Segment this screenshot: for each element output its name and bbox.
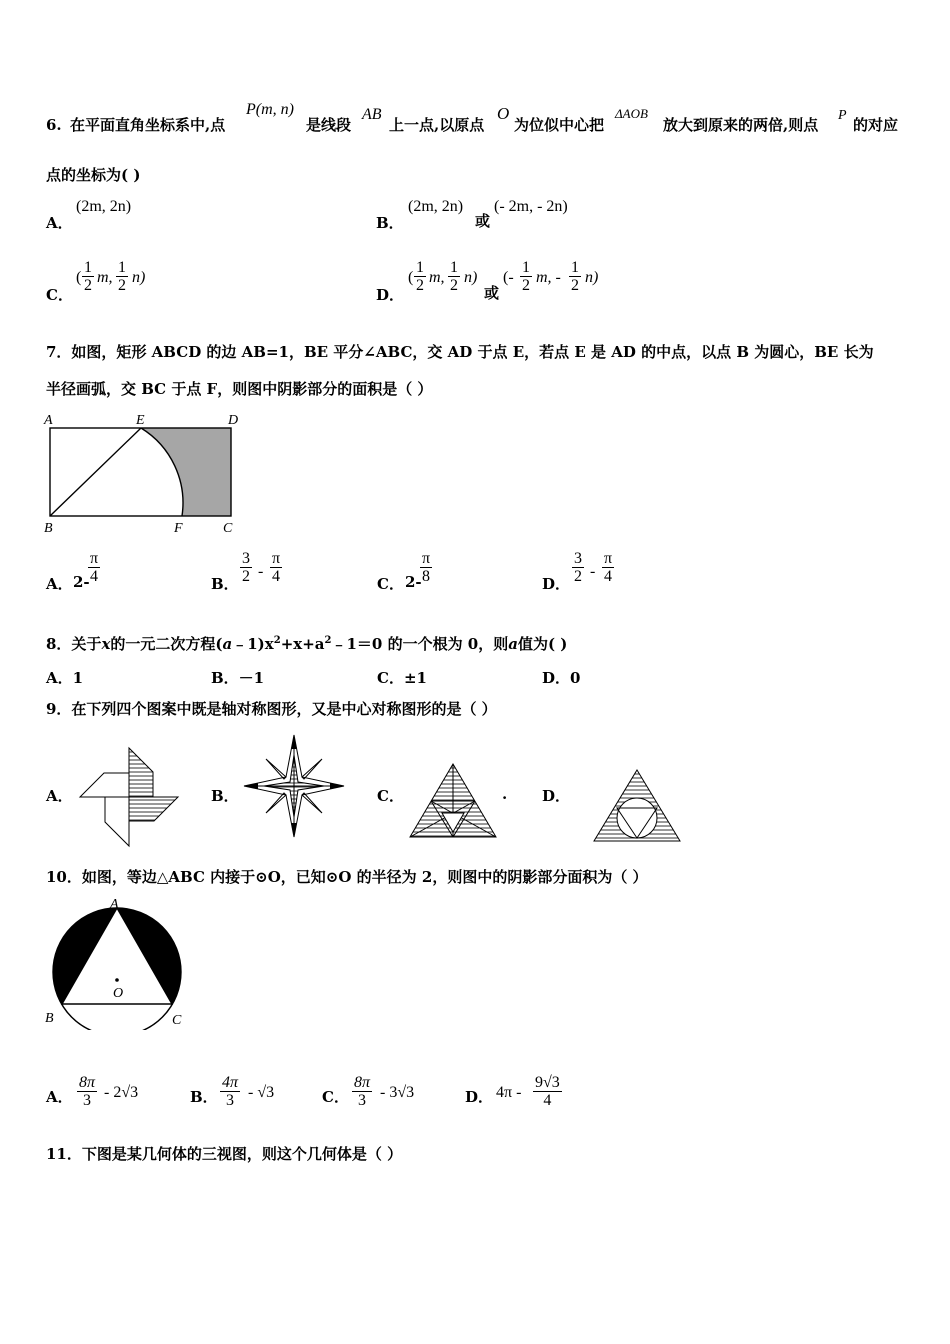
q6-option-d-mid: m, [429, 269, 445, 286]
q6-option-d-end: n) [464, 269, 478, 286]
q8-option-c: C．±1 [377, 669, 427, 687]
q10-option-d-frac [533, 1074, 562, 1109]
q7d-n2: π [604, 550, 613, 567]
q10-option-b-label: B． [190, 1088, 218, 1106]
q10-label-c: C [172, 1013, 182, 1028]
q7-option-c-label: C． [377, 575, 404, 593]
q11-stem: 11．下图是某几何体的三视图，则这个几何体是（ ） [46, 1145, 403, 1163]
q8-sup-1: 2 [273, 635, 281, 646]
question-8 [46, 631, 567, 654]
q9-figure-b-star [240, 733, 348, 839]
q7-option-b-label: B． [211, 575, 239, 593]
q10-option-c-label: C． [322, 1088, 349, 1106]
q6-option-b-expr2: (- 2m, - 2n) [494, 198, 568, 215]
q9-option-b-label: B． [211, 787, 239, 805]
q8-eq: ﹣1)x [232, 635, 274, 653]
q7c-num: π [422, 550, 431, 567]
q7c-den: 8 [422, 568, 431, 585]
q8-option-a: A．1 [46, 669, 84, 687]
q10c-den: 3 [358, 1092, 366, 1109]
q10d-den: 4 [543, 1092, 552, 1109]
q6-option-c-label: C． [46, 286, 73, 304]
q6-option-c-frac-1 [82, 259, 94, 294]
q6-text-2: 是线段 [306, 116, 352, 134]
q7b-d2: 4 [272, 568, 281, 585]
q6d-f2-num: 1 [450, 259, 458, 276]
q10-option-a-label: A． [46, 1088, 73, 1106]
q6-option-c-frac-2 [116, 259, 128, 294]
q6d-g1-den: 2 [522, 277, 530, 294]
q7a-num: π [90, 550, 99, 567]
q10a-num: 8π [79, 1074, 96, 1091]
q9-dot: . [502, 785, 508, 803]
q9-option-a-label: A． [46, 787, 73, 805]
q6d-f2-den: 2 [450, 277, 458, 294]
q10-option-b-frac [220, 1074, 240, 1109]
q6-option-b-label: B． [376, 214, 404, 232]
q7-label-b: B [44, 521, 53, 536]
q7d-n1: 3 [574, 550, 582, 567]
q8-option-d: D．0 [542, 669, 581, 687]
q9-stem: 9．在下列四个图案中既是轴对称图形，又是中心对称图形的是（ ） [46, 700, 497, 718]
q9-figure-a-pinwheel [78, 746, 180, 848]
q6-text-4: 为位似中心把 [514, 116, 605, 134]
q6-math-p: P [838, 108, 847, 123]
q7-rectangle-figure [40, 408, 245, 538]
q6-option-b-expr1: (2m, 2n) [408, 198, 464, 215]
q7-option-c-frac [420, 550, 432, 585]
q6-text-6: 的对应 [853, 116, 899, 134]
q7-label-e: E [136, 413, 145, 428]
q7-option-c-pre: 2- [405, 573, 422, 591]
q6-math-aob: ΔAOB [615, 106, 648, 121]
q7-option-d-frac-1 [572, 550, 584, 585]
q8-var-a: a [222, 635, 233, 653]
q10-stem: 10．如图，等边△ABC 内接于⊙O，已知⊙O 的半径为 2，则图中的阴影部分面积为（ ） [46, 868, 648, 886]
q6-text-1: 在平面直角坐标系中,点 [70, 116, 226, 134]
q9-option-d-label: D． [542, 787, 571, 805]
q6-option-c-lparen: ( [76, 269, 82, 286]
q10-option-a-tail: - 2√3 [104, 1084, 139, 1101]
q10-option-d-label: D． [465, 1088, 494, 1106]
q6-option-c-mid: m, [97, 269, 113, 286]
q7-option-a-frac [88, 550, 100, 585]
q6c-f1-num: 1 [84, 259, 92, 276]
q7-option-b-frac-1 [240, 550, 252, 585]
q7-option-d-minus: - [590, 563, 596, 580]
q6-option-d-frac-4 [569, 259, 581, 294]
q10b-num: 4π [222, 1074, 239, 1091]
q10-option-c-frac [352, 1074, 372, 1109]
q7-line-1: 7．如图，矩形 ABCD 的边 AB=1，BE 平分∠ABC，交 AD 于点 E，若点 E 是 AD 的中点，以点 B 为圆心，BE 长为 [46, 343, 874, 361]
q6-option-d-lparen: ( [408, 269, 414, 286]
q10-option-d-pre: 4π - [496, 1084, 522, 1101]
q10b-den: 3 [226, 1092, 234, 1109]
q7-option-a-label: A． [46, 575, 73, 593]
q7-option-d-frac-2 [602, 550, 614, 585]
q6c-f2-num: 1 [118, 259, 126, 276]
q6-option-a-expr: (2m, 2n) [76, 198, 132, 215]
q8-eq2: +x+a [280, 635, 325, 653]
q10a-den: 3 [83, 1092, 91, 1109]
q7b-n1: 3 [242, 550, 250, 567]
q6d-f1-den: 2 [416, 277, 424, 294]
q10-option-b-tail: - √3 [248, 1084, 275, 1101]
q6-option-d-or: 或 [484, 284, 500, 302]
q8-var-x: x [101, 635, 111, 653]
q9-option-c-label: C． [377, 787, 404, 805]
q10-option-a-frac [77, 1074, 97, 1109]
q6-option-b-or: 或 [475, 212, 491, 230]
q6-option-c-end: n) [132, 269, 146, 286]
q9-figure-c-triangle [408, 762, 498, 840]
q6-option-d-end-2: n) [585, 269, 599, 286]
q10-option-c-tail: - 3√3 [380, 1084, 415, 1101]
q6-math-o: O [497, 104, 510, 123]
q6d-g2-den: 2 [571, 277, 579, 294]
q6d-f1-num: 1 [416, 259, 424, 276]
q6-line-2: 点的坐标为( ) [46, 166, 141, 184]
q6-math-ab: AB [362, 106, 382, 123]
q10c-num: 8π [354, 1074, 371, 1091]
q7-line-2: 半径画弧，交 BC 于点 F，则图中阴影部分的面积是（ ） [46, 380, 433, 398]
q7d-d2: 4 [604, 568, 613, 585]
q8-sup-2: 2 [324, 635, 332, 646]
q7-label-f: F [174, 521, 183, 536]
q7-option-b-frac-2 [270, 550, 282, 585]
q8-mid: 的一元二次方程( [110, 635, 223, 653]
q6c-f1-den: 2 [84, 277, 92, 294]
q10-circle-figure [40, 896, 190, 1030]
q6d-g2-num: 1 [571, 259, 579, 276]
q6c-f2-den: 2 [118, 277, 126, 294]
q10-label-o: O [113, 986, 124, 1001]
q7-option-a-pre: 2- [73, 573, 90, 591]
q8-option-b: B．－1 [211, 669, 265, 687]
q9-figure-d-triangle-circle [592, 768, 682, 844]
q6-text-3: 上一点,以原点 [389, 116, 485, 134]
q8-var-a-2: a [508, 635, 518, 653]
q7-option-b-minus: - [258, 563, 264, 580]
q6-option-d-mid-2: m, - [536, 269, 561, 286]
q8-pre: 8．关于 [46, 635, 102, 653]
q7d-d1: 2 [574, 568, 582, 585]
q8-post: 值为( ) [517, 635, 568, 653]
q6-option-d-frac-2 [448, 259, 460, 294]
q7-option-d-label: D． [542, 575, 571, 593]
q10-label-b: B [45, 1011, 54, 1026]
q7b-d1: 2 [242, 568, 250, 585]
q6-option-d-lparen-2: (- [503, 269, 514, 286]
q6-option-d-frac-1 [414, 259, 426, 294]
q6-text-5: 放大到原来的两倍,则点 [663, 116, 819, 134]
q6-math-point: P(m, n) [246, 101, 294, 118]
q7-label-a: A [44, 413, 53, 428]
q10-label-a: A [110, 897, 119, 912]
q6-option-a-label: A． [46, 214, 73, 232]
q7b-n2: π [272, 550, 281, 567]
q8-eq3: ﹣1＝0 的一个根为 0，则 [331, 635, 509, 653]
q7-label-d: D [228, 413, 239, 428]
q6d-g1-num: 1 [522, 259, 530, 276]
q10d-num: 9√3 [535, 1074, 560, 1091]
q7a-den: 4 [90, 568, 99, 585]
q6-number: 6. [46, 116, 62, 134]
q6-option-d-frac-3 [520, 259, 532, 294]
q7-label-c: C [223, 521, 233, 536]
q6-option-d-label: D． [376, 286, 405, 304]
